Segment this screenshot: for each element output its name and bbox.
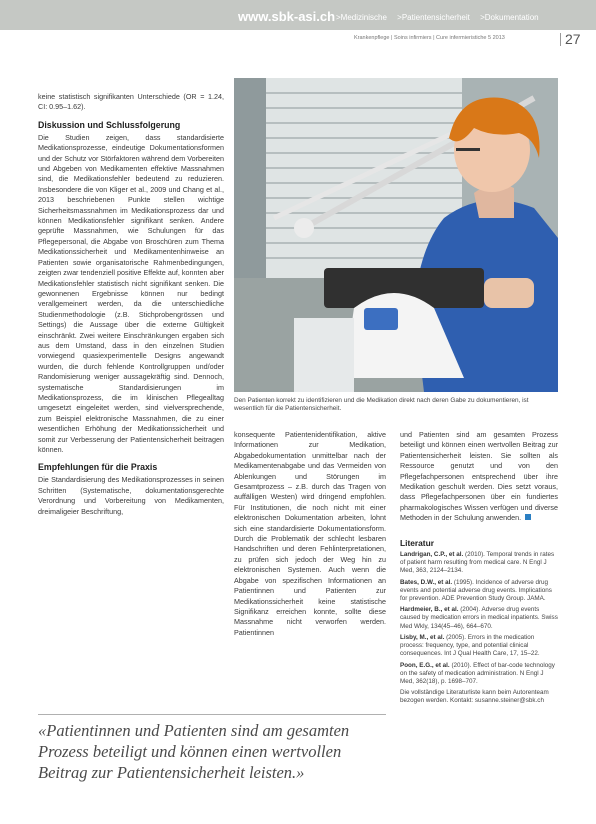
nav-link-patientensicherheit[interactable]: >Patientensicherheit (397, 13, 470, 22)
column-1 (38, 92, 224, 716)
column-3 (400, 430, 558, 815)
literature-ref: (2004). Adverse drug events caused by medication errors in medical inpatients. Swiss Med Wkly, 134(45–46), 664–670. (400, 606, 558, 630)
quote-divider (38, 714, 386, 715)
literature-author: Poon, E.G., et al. (400, 661, 450, 669)
recommendations-paragraph: Die Standardisierung des Medikationsprozesses in seinen Schritten (Systematische, dokumentationsgerechte Verordnung und Vorbereitung von Medikamenten, dreimaligeier Beschriftung, (38, 475, 224, 516)
literature-ref: (2010). Effect of bar-code technology on the safety of medication administration. N Engl J Med, 362(18), p. 1698–707. (400, 661, 555, 685)
literature-item (400, 662, 558, 687)
literature-author: Landrigan, C.P., et al. (400, 551, 464, 559)
literature-item (400, 551, 558, 576)
site-url-link[interactable]: www.sbk-asi.ch (238, 9, 336, 24)
nurse-photo (234, 78, 558, 392)
section-heading-recommendations: Empfehlungen für die Praxis (38, 462, 158, 473)
section-heading-discussion: Diskussion und Schlussfolgerung (38, 119, 181, 130)
column-2 (234, 430, 386, 710)
literature-author: Bates, D.W., et al. (400, 578, 453, 586)
literature-item (400, 634, 558, 659)
nav-link-dokumentation[interactable]: >Dokumentation (480, 13, 539, 22)
literature-ref: (2010). Temporal trends in rates of patient harm resulting from medical care. N Engl J Med, 363, 2124–2134. (400, 551, 555, 575)
discussion-paragraph: Die Studien zeigen, dass standardisierte Medikationsprozesse, eindeutige Dokumentationsformen und der Schutz vor Störfaktoren während dem Vorbereiten und Abgeben von Medikamenten effektive Massnahmen sind, die Medikationsfehler bedeutend zu reduzieren. Insbesondere die von Kliger et al., 2009 und Chang et al., 2013 beschriebenen Punkte stellen wichtige Sicherheitsmassnahmen im Medikationsprozess dar und können Medikationsfehler signifikant senken. Andere geprüfte Massnahmen, wie Schulungen für das Pflegepersonal, die Abgabe von Broschüren zum Thema Medikationssicherheit und Medikamentenhinweise an Patienten sowie organisatorische Rahmenbedingungen, zeigten zwar tendenziell positive Effekte auf, konnten aber Medikationsfehler statistisch nicht signifikant senken. Die gewonnenen Ergebnisse können nur bedingt verallgemeinert werden, da die unterschiedliche Studienmethodologie (z.B. Stichprobengrössen und Settings) die Aussage über die externe Gültigkeit einschränkt. Zwei weitere Einschränkungen ergaben sich aus dem Umstand, dass in den einzelnen Studien vorwiegend quasiexperimentelle Designs angewandt wurden, die durch fehlende Kontrollgruppen und/oder Randomisierung weniger aussagekräftig sind. Dennoch, systematische Standardisierungen im Medikationsprozess, die im klinischen Pflegealltag umgesetzt eingeleitet werden, sind vielversprechende, zum Beispiel elektronische Massnahmen, die zu einer wesentlichen Erhöhung der Medikationssicherheit und somit zur Verbesserung der Patientensicherheit beitragen können. (38, 132, 224, 454)
column-2-paragraph: konsequente Patientenidentifikation, aktive Informationen zur Medikation, Abgabedokumentation unmittelbar nach der Medikamentenabgabe und das Vermeiden von Ablenkungen und Störungen im Gesamtprozess – z.B. durch das Tragen von auffälligen Westen) wird dringend empfohlen. Für Institutionen, die noch nicht mit einer elektronischen Dokumentation arbeiten, lohnt sich eine standardisierte Dokumentationsform. Durch die Problematik der schlecht lesbaren Handschriften und deren Fehlinterpretationen, zu prüfen sich jedoch der Weg hin zu elektronischen Systemen. Auch wenn die Abgabe von spezifischen Informationen an Patientinnen und Patienten zur Medikationssicherheit keine statistische Signifikanz erreichen konnte, sollte diese Massnahme nicht verworfen werden. Patientinnen (234, 430, 386, 637)
intro-paragraph: keine statistisch signifikanten Unterschiede (OR = 1.24, CI: 0.95–1.62). (38, 92, 224, 112)
header-bar (0, 0, 596, 30)
literature-item (400, 606, 558, 631)
nav-link-medizinische[interactable]: >Medizinische (336, 13, 387, 22)
header-nav (336, 13, 547, 22)
article-end-square-icon (525, 514, 531, 520)
literature-ref: (2005). Errors in the medication process: frequency, type, and potential clinical consequences. Int J Qual Health Care, 17, 15–22. (400, 633, 540, 658)
literature-item (400, 579, 558, 604)
column-3-paragraph (400, 430, 558, 524)
literature-note: Die vollständige Literaturliste kann beim Autorenteam bezogen werden. Kontakt: susanne.steiner@sbk.ch (400, 689, 549, 705)
literature-heading: Literatur (400, 537, 434, 548)
pull-quote: «Patientinnen und Patienten sind am gesamten Prozess beteiligt und können einen wertvollen Beitrag zur Patientensicherheit leisten.» (38, 721, 350, 782)
literature-ref: (1995). Incidence of adverse drug events and potential adverse drug events. Implications for prevention. ADE Prevention Study Group. JAMA. (400, 578, 552, 603)
column-3-text: und Patienten sind am gesamten Prozess beteiligt und können einen wertvollen Beitrag zur Patientensicherheit leisten. Sie sollten als Ressource genutzt und von den Pflegefachpersonen entsprechend über ihre Medikation geschult werden. Dies setzt voraus, dass Pflegefachpersonen über ein fundiertes pharmakologisches Wissen verfügen und diverse Methoden in der Schulung anwenden. (400, 430, 558, 523)
issue-line: Krankenpflege | Soins infirmiers | Cure infermieristiche 5 2013 (354, 35, 505, 41)
literature-author: Hardmeier, B., et al. (400, 606, 459, 614)
literature-author: Lisby, M., et al. (400, 633, 445, 641)
photo-caption: Den Patienten korrekt zu identifizieren und die Medikation direkt nach deren Gabe zu dokumentieren, ist wesentlich für die Patientensicherheit. (234, 397, 529, 413)
page-number: 27 (565, 31, 581, 47)
